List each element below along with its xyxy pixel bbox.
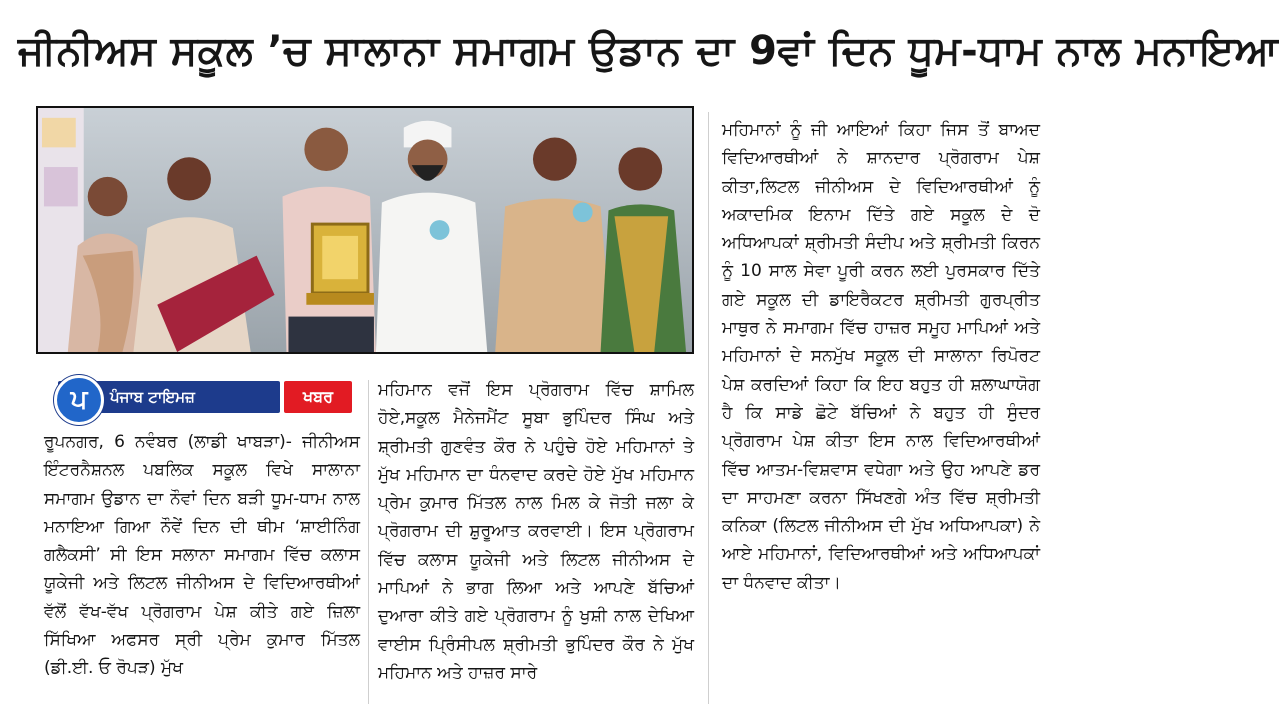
brand-banner (58, 381, 280, 413)
brand-name: ਪੰਜਾਬ ਟਾਇਮਜ਼ (110, 388, 195, 406)
brand-logo: ਪ (54, 375, 104, 425)
column-divider (708, 112, 709, 704)
article-column-1: ਰੂਪਨਗਰ, 6 ਨਵੰਬਰ (ਲਾਡੀ ਖਾਬੜਾ)- ਜੀਨੀਅਸ ਇੰਟਰਨੈਸ਼ਨਲ ਪਬਲਿਕ ਸਕੂਲ ਵਿਖੇ ਸਾਲਾਨਾ ਸਮਾਗਮ ਉਡਾਨ ਦਾ ਨੌਵਾਂ ਦਿਨ ਬੜੀ ਧੂਮ-ਧਾਮ ਨਾਲ ਮਨਾਇਆ ਗਿਆ ਨੌਵੇਂ ਦਿਨ ਦੀ ਥੀਮ ‘ਸ਼ਾਈਨਿੰਗ ਗਲੈਕਸੀ’ ਸੀ ਇਸ ਸਲਾਨਾ ਸਮਾਗਮ ਵਿੱਚ ਕਲਾਸ ਯੂਕੇਜੀ ਅਤੇ ਲਿਟਲ ਜੀਨੀਅਸ ਦੇ ਵਿਦਿਆਰਥੀਆਂ ਵੱਲੋਂ ਵੱਖ-ਵੱਖ ਪ੍ਰੋਗਰਾਮ ਪੇਸ਼ ਕੀਤੇ ਗਏ ਜ਼ਿਲਾ ਸਿੱਖਿਆ ਅਫਸਰ ਸ੍ਰੀ ਪ੍ਰੇਮ ਕੁਮਾਰ ਮਿੱਤਲ (ਡੀ.ਈ. ਓ ਰੋਪੜ) ਮੁੱਖ (44, 432, 360, 679)
brand-tag: ਖਬਰ (284, 381, 352, 413)
award-ceremony-photo (38, 108, 692, 352)
trophy (306, 224, 374, 305)
publication-brand (58, 377, 352, 417)
news-photo (36, 106, 694, 354)
column-divider (368, 380, 369, 704)
article-column-3: ਮਹਿਮਾਨਾਂ ਨੂੰ ਜੀ ਆਇਆਂ ਕਿਹਾ ਜਿਸ ਤੋਂ ਬਾਅਦ ਵਿਦਿਆਰਥੀਆਂ ਨੇ ਸ਼ਾਨਦਾਰ ਪ੍ਰੋਗਰਾਮ ਪੇਸ਼ ਕੀਤਾ,ਲਿਟਲ ਜੀਨੀਅਸ ਦੇ ਵਿਦਿਆਰਥੀਆਂ ਨੂੰ ਅਕਾਦਮਿਕ ਇਨਾਮ ਦਿੱਤੇ ਗਏ ਸਕੂਲ ਦੇ ਦੋ ਅਧਿਆਪਕਾਂ ਸ਼੍ਰੀਮਤੀ ਸੰਦੀਪ ਅਤੇ ਸ਼੍ਰੀਮਤੀ ਕਿਰਨ ਨੂੰ 10 ਸਾਲ ਸੇਵਾ ਪੂਰੀ ਕਰਨ ਲਈ ਪੁਰਸਕਾਰ ਦਿੱਤੇ ਗਏ ਸਕੂਲ ਦੀ ਡਾਇਰੈਕਟਰ ਸ਼੍ਰੀਮਤੀ ਗੁਰਪ੍ਰੀਤ ਮਾਥੁਰ ਨੇ ਸਮਾਗਮ ਵਿੱਚ ਹਾਜ਼ਰ ਸਮੂਹ ਮਾਪਿਆਂ ਅਤੇ ਮਹਿਮਾਨਾਂ ਦੇ ਸਨਮੁੱਖ ਸਕੂਲ ਦੀ ਸਾਲਾਨਾ ਰਿਪੋਰਟ ਪੇਸ਼ ਕਰਦਿਆਂ ਕਿਹਾ ਕਿ ਇਹ ਬਹੁਤ ਹੀ ਸ਼ਲਾਘਾਯੋਗ ਹੈ ਕਿ ਸਾਡੇ ਛੋਟੇ ਬੱਚਿਆਂ ਨੇ ਬਹੁਤ ਹੀ ਸੁੰਦਰ ਪ੍ਰੋਗਰਾਮ ਪੇਸ਼ ਕੀਤਾ ਇਸ ਨਾਲ ਵਿਦਿਆਰਥੀਆਂ ਵਿੱਚ ਆਤਮ-ਵਿਸ਼ਵਾਸ ਵਧੇਗਾ ਅਤੇ ਉਹ ਆਪਣੇ ਡਰ ਦਾ ਸਾਹਮਣਾ ਕਰਨਾ ਸਿੱਖਣਗੇ ਅੰਤ ਵਿੱਚ ਸ਼੍ਰੀਮਤੀ ਕਨਿਕਾ (ਲਿਟਲ ਜੀਨੀਅਸ ਦੀ ਮੁੱਖ ਅਧਿਆਪਕਾ) ਨੇ ਆਏ ਮਹਿਮਾਨਾਂ, ਵਿਦਿਆਰਥੀਆਂ ਅਤੇ ਅਧਿਆਪਕਾਂ ਦਾ ਧੰਨਵਾਦ ਕੀਤਾ। (722, 120, 1040, 593)
headline: ਜੀਨੀਅਸ ਸਕੂਲ ’ਚ ਸਾਲਾਨਾ ਸਮਾਗਮ ਉਡਾਨ ਦਾ 9ਵਾਂ ਦਿਨ ਧੂਮ-ਧਾਮ ਨਾਲ ਮਨਾਇਆ (18, 28, 1279, 74)
article-column-2: ਮਹਿਮਾਨ ਵਜੋਂ ਇਸ ਪ੍ਰੋਗਰਾਮ ਵਿੱਚ ਸ਼ਾਮਿਲ ਹੋਏ,ਸਕੂਲ ਮੈਨੇਜਮੈਂਟ ਸੂਬਾ ਭੁਪਿੰਦਰ ਸਿੰਘ ਅਤੇ ਸ਼੍ਰੀਮਤੀ ਗੁਣਵੰਤ ਕੌਰ ਨੇ ਪਹੁੰਚੇ ਹੋਏ ਮਹਿਮਾਨਾਂ ਤੇ ਮੁੱਖ ਮਹਿਮਾਨ ਦਾ ਧੰਨਵਾਦ ਕਰਦੇ ਹੋਏ ਮੁੱਖ ਮਹਿਮਾਨ ਪ੍ਰੇਮ ਕੁਮਾਰ ਮਿੱਤਲ ਨਾਲ ਮਿਲ ਕੇ ਜੋਤੀ ਜਲਾ ਕੇ ਪ੍ਰੋਗਰਾਮ ਦੀ ਸ਼ੁਰੂਆਤ ਕਰਵਾਈ। ਇਸ ਪ੍ਰੋਗਰਾਮ ਵਿੱਚ ਕਲਾਸ ਯੂਕੇਜੀ ਅਤੇ ਲਿਟਲ ਜੀਨੀਅਸ ਦੇ ਮਾਪਿਆਂ ਨੇ ਭਾਗ ਲਿਆ ਅਤੇ ਆਪਣੇ ਬੱਚਿਆਂ ਦੁਆਰਾ ਕੀਤੇ ਗਏ ਪ੍ਰੋਗਰਾਮ ਨੂੰ ਖੁਸ਼ੀ ਨਾਲ ਦੇਖਿਆ ਵਾਈਸ ਪ੍ਰਿੰਸੀਪਲ ਸ਼੍ਰੀਮਤੀ ਭੁਪਿੰਦਰ ਕੌਰ ਨੇ ਮੁੱਖ ਮਹਿਮਾਨ ਅਤੇ ਹਾਜ਼ਰ ਸਾਰੇ (378, 380, 694, 683)
